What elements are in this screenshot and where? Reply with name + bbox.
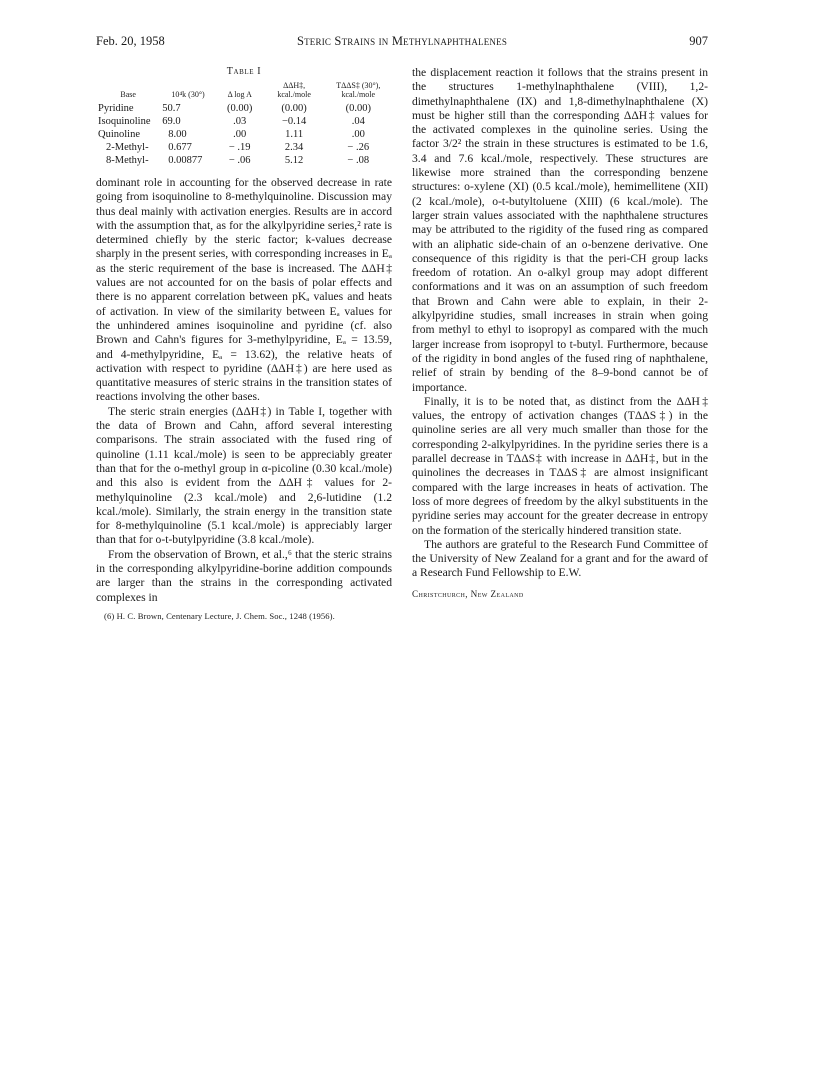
table-title: Table I: [226, 66, 262, 77]
running-head: [96, 34, 708, 52]
table-cell: .00: [351, 129, 365, 140]
table-row: [96, 128, 392, 141]
table-cell: − .06: [228, 155, 251, 166]
table-cell: (0.00): [227, 103, 253, 114]
table-col-header: 10⁴k (30°): [171, 90, 205, 99]
body-paragraph: The steric strain energies (ΔΔH‡) in Table I, together with the data of Brown and Cahn, afford several interesting comparisons. The strain associated with the fused ring of quinoline (1.11 kcal./mole) is seen to be appreciably greater than that for the o-methyl group in α-picoline (0.30 kcal./mole) and this also is evident from the ΔΔH‡ values for 2-methylquinoline (2.3 kcal./mole) and 2,6-lutidine (1.2 kcal./mole). Similarly, the strain energy in the transition state for 8-methylquinoline (5.1 kcal./mole) is appreciably larger than that for o-t-butylpyridine (3.8 kcal./mole).: [96, 404, 392, 547]
table-cell: 2-Methyl-: [106, 142, 149, 153]
table-col-header: Δ log A: [227, 90, 252, 99]
footnote: (6) H. C. Brown, Centenary Lecture, J. Chem. Soc., 1248 (1956).: [104, 610, 335, 621]
table-cell: 0.00877: [168, 155, 203, 166]
table-header-row: [96, 81, 392, 102]
table-cell: 50.7: [162, 103, 181, 114]
table-cell: Pyridine: [98, 103, 134, 114]
table-cell: .04: [351, 116, 365, 127]
table-cell: 8.00: [168, 129, 187, 140]
table-cell: 69.0: [162, 116, 181, 127]
body-paragraph: From the observation of Brown, et al.,⁶ that the steric strains in the corresponding alkylpyridine-borine addition compounds are larger than the strains in the corresponding activated complexes in: [96, 547, 392, 604]
table-cell: −0.14: [281, 116, 307, 127]
table-row: [96, 141, 392, 154]
table-cell: Quinoline: [98, 129, 140, 140]
body-paragraph: dominant role in accounting for the observed decrease in rate going from isoquinoline to 8-methylquinoline. Discussion may thus deal mainly with activation energies. Results are in accord with the assumption that, as for the alkylpyridine series,² rate is determined chiefly by the steric factor; k-values decrease sharply in the present series, with corresponding increases in Eₐ as the steric requirement of the base is increased. The ΔΔH‡ values are not accounted for on the basis of polar effects and there is no apparent correlation between pKₐ values and heats of activation. In view of the similarity between Eₐ values for the unhindered amines isoquinoline and pyridine (cf. also Brown and Cahn's figures for 3-methylpyridine, Eₐ = 13.59, and 4-methylpyridine, Eₐ = 13.62), the relative heats of activation with respect to pyridine (ΔΔH‡) are here used as quantitative measures of steric strains in the transition states of reactions involving the other bases.: [96, 176, 392, 404]
table-col-header: Base: [120, 90, 136, 99]
body-paragraph: Finally, it is to be noted that, as distinct from the ΔΔH‡ values, the entropy of activation changes (TΔΔS‡) in the quinoline series are all very much smaller than those for the corresponding 2-alkylpyridines. In the pyridine series there is a parallel decrease in TΔΔS‡ with increase in ΔΔH‡, but in the quinolines the decreases in TΔΔS‡ are almost insignificant compared with the large increases in heats of activation. The loss of more degrees of freedom by the alkyl substituents in the pyridine series may account for the greater decrease in entropy on the formation of the sterically hindered transition state.: [412, 394, 708, 537]
author-location: Christchurch, New Zealand: [412, 588, 524, 599]
page-number: 907: [689, 34, 708, 48]
table-cell: − .19: [228, 142, 251, 153]
table-col-header: TΔΔS‡ (30°), kcal./mole: [336, 81, 381, 99]
acknowledgement-paragraph: The authors are grateful to the Research Fund Committee of the University of New Zealand for a grant and for the award of a Research Fund Fellowship to E.W.: [412, 537, 708, 580]
table-cell: − .26: [347, 142, 370, 153]
table-cell: 5.12: [284, 155, 304, 166]
issue-date: Feb. 20, 1958: [96, 34, 165, 48]
table-cell: 0.677: [168, 142, 192, 153]
table-cell: .00: [233, 129, 247, 140]
left-column: [96, 66, 392, 622]
table-cell: 1.11: [285, 129, 304, 140]
table-col-header: ΔΔH‡, kcal./mole: [277, 81, 311, 99]
table-cell: .03: [233, 116, 247, 127]
running-title: Steric Strains in Methylnaphthalenes: [296, 34, 508, 48]
table-cell: 8-Methyl-: [106, 155, 149, 166]
table-row: [96, 102, 392, 115]
table-cell: (0.00): [345, 103, 371, 114]
table-row: [96, 115, 392, 128]
table-row: [96, 154, 392, 167]
rate-data-table: [96, 81, 392, 167]
table-cell: (0.00): [281, 103, 307, 114]
body-paragraph: the displacement reaction it follows that the strains present in the structures 1-methylnaphthalene (VIII), 1,2-dimethylnaphthalene (IX) and 1,8-dimethylnaphthalene (X) must be higher still than the corresponding ΔΔH‡ values for the activated complexes in the quinoline series. Using the factor 3/2² the strain in these structures is estimated to be 1.6, 3.4 and 7.6 kcal./mole, respectively. These structures are likewise more strained than the corresponding benzene structures: o-xylene (XI) (0.5 kcal./mole), hemimellitene (XII) (2 kcal./mole), o-t-butyltoluene (XIII) (6 kcal./mole). The larger strain values associated with the naphthalene structures may be attributed to the rigidity of the fused ring as compared with an aliphatic side-chain of an o-benzene derivative. One consequence of this rigidity is that the peri-CH group lacks freedom of rotation. An o-alkyl group may adopt different conformations and it was on an assumption of such freedom that Brown and Cahn were able to explain, in their 2-alkylpyridine studies, small increases in strain when going from methyl to ethyl to isopropyl as compared with the much larger increase from isopropyl to t-butyl. Furthermore, because of the rigidity in bond angles of the fused ring of naphthalene, relief of strain by bending of the 8–9-bond cannot be of importance.: [412, 66, 708, 394]
table-cell: Isoquinoline: [98, 116, 151, 127]
right-column: [412, 66, 708, 599]
table-cell: − .08: [347, 155, 370, 166]
table-cell: 2.34: [284, 142, 304, 153]
